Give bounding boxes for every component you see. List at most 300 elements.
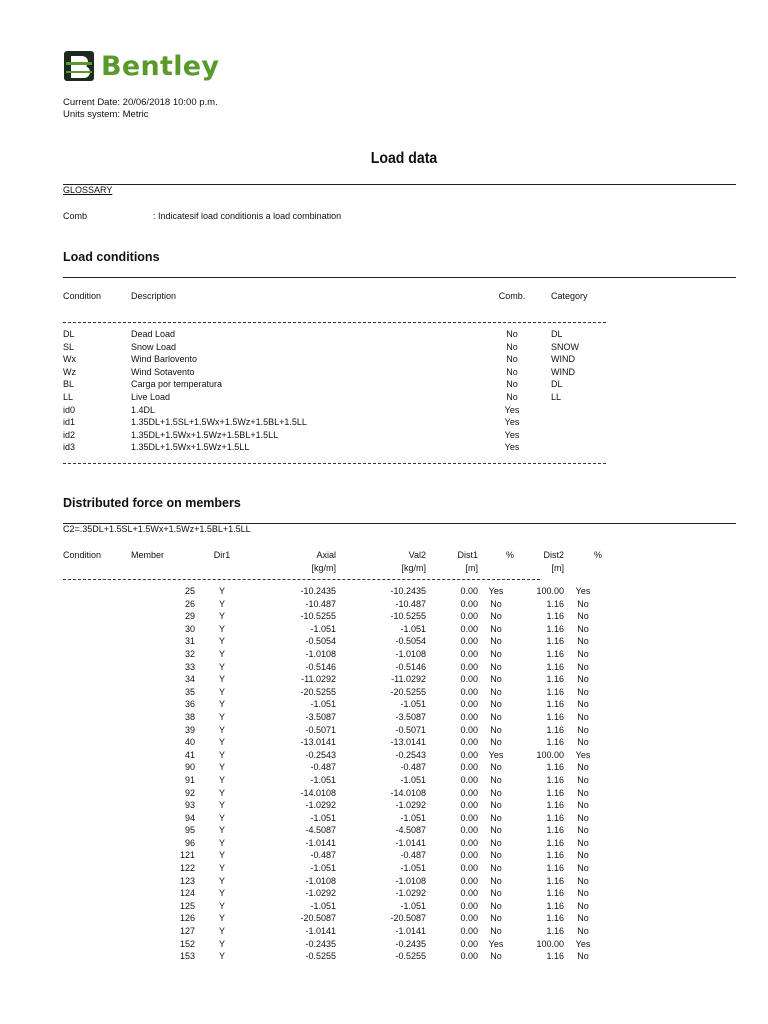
unit-val2: [kg/m]: [401, 562, 426, 573]
col-percent2: %: [593, 550, 602, 560]
table-cell: No: [577, 699, 589, 710]
table-row: [63, 661, 602, 674]
table-cell: SL: [63, 341, 75, 352]
table-row: [63, 416, 611, 429]
table-row: [63, 900, 602, 913]
table-cell: Yes: [488, 586, 504, 596]
table-cell: Y: [218, 674, 225, 685]
table-cell: No: [577, 888, 589, 899]
table-cell: 0.00: [460, 749, 478, 760]
table-cell: 125: [179, 900, 195, 911]
table-cell: Wind Sotavento: [131, 366, 195, 377]
table-cell: Y: [218, 661, 225, 672]
table-cell: -0.2435: [395, 938, 426, 949]
table-cell: No: [506, 341, 518, 352]
table-cell: [63, 749, 131, 762]
table-cell: No: [490, 913, 502, 924]
table-cell: Wz: [63, 366, 76, 377]
table-cell: 1.16: [546, 611, 564, 622]
table-cell: 29: [184, 611, 195, 622]
table-row: [63, 673, 602, 686]
table-cell: Y: [218, 900, 225, 911]
table-cell: 26: [184, 598, 195, 609]
table-cell: 0.00: [460, 900, 478, 911]
table-cell: 0.00: [460, 888, 478, 899]
table-cell: 1.16: [546, 636, 564, 647]
table-cell: [63, 912, 131, 925]
table-cell: [537, 416, 611, 429]
table-cell: No: [490, 951, 502, 962]
table-cell: -1.051: [400, 623, 426, 634]
table-row: [63, 711, 602, 724]
table-cell: 1.16: [546, 837, 564, 848]
table-rule: [63, 579, 540, 580]
table-cell: [63, 610, 131, 623]
table-cell: -0.5146: [395, 661, 426, 672]
table-cell: No: [506, 379, 518, 390]
table-cell: -13.0141: [300, 737, 336, 748]
table-cell: 100.00: [536, 749, 564, 760]
table-cell: Y: [218, 825, 225, 836]
table-cell: -1.051: [400, 863, 426, 874]
table-row: [63, 950, 602, 963]
table-cell: No: [506, 329, 518, 339]
table-row: [63, 623, 602, 636]
table-cell: No: [490, 737, 502, 748]
table-cell: No: [490, 711, 502, 722]
table-cell: No: [577, 711, 589, 722]
table-cell: [63, 875, 131, 888]
table-row: [63, 724, 602, 737]
table-cell: Y: [218, 913, 225, 924]
table-cell: No: [490, 800, 502, 811]
table-row: [63, 736, 602, 749]
table-cell: No: [577, 787, 589, 798]
table-cell: -1.051: [400, 900, 426, 911]
table-row: [63, 799, 602, 812]
table-cell: -4.5087: [305, 825, 336, 836]
table-cell: BL: [63, 379, 75, 390]
col-description: Description: [131, 291, 177, 301]
table-cell: No: [490, 837, 502, 848]
col-condition: Condition: [63, 291, 102, 301]
table-cell: -11.0292: [301, 674, 336, 685]
table-cell: 100.00: [536, 938, 564, 949]
table-cell: -0.2435: [305, 938, 336, 949]
table-cell: 0.00: [460, 636, 478, 647]
table-cell: No: [577, 724, 589, 735]
table-cell: -0.2543: [395, 749, 426, 760]
table-cell: 0.00: [460, 800, 478, 811]
table-row: [63, 749, 602, 762]
distributed-header: [63, 549, 602, 574]
table-cell: No: [577, 900, 589, 911]
table-cell: [63, 887, 131, 900]
table-row: [63, 429, 611, 442]
table-row: [63, 812, 602, 825]
table-cell: -0.487: [400, 850, 426, 861]
table-cell: 30: [184, 623, 195, 634]
table-cell: -1.051: [310, 863, 336, 874]
table-cell: WIND: [551, 354, 575, 365]
table-cell: 0.00: [460, 686, 478, 697]
table-cell: Yes: [575, 749, 591, 760]
table-row: [63, 787, 602, 800]
table-cell: 1.16: [546, 674, 564, 685]
table-cell: -13.0141: [390, 737, 426, 748]
table-cell: [63, 736, 131, 749]
glossary-definition: : Indicatesif load conditionis a load combination: [153, 211, 342, 221]
table-cell: WIND: [551, 366, 575, 377]
table-cell: Wind Barlovento: [131, 354, 198, 365]
table-cell: No: [577, 686, 589, 697]
table-row: [63, 824, 602, 837]
table-row: [63, 698, 602, 711]
table-cell: No: [577, 648, 589, 659]
table-cell: 122: [179, 863, 195, 874]
table-cell: 90: [184, 762, 195, 773]
table-cell: 0.00: [460, 674, 478, 685]
table-cell: No: [577, 926, 589, 937]
table-cell: No: [577, 812, 589, 823]
table-cell: No: [490, 699, 502, 710]
table-cell: [63, 635, 131, 648]
table-cell: -0.5054: [305, 636, 336, 647]
table-cell: [63, 623, 131, 636]
table-cell: [63, 598, 131, 611]
table-cell: No: [577, 598, 589, 609]
table-cell: Y: [218, 586, 225, 596]
table-cell: [63, 787, 131, 800]
unit-member: [131, 562, 195, 575]
table-cell: 1.16: [546, 623, 564, 634]
load-conditions-header: [63, 290, 611, 303]
table-cell: No: [490, 774, 502, 785]
distributed-table: [63, 585, 602, 963]
table-row: [63, 341, 611, 354]
col-dist1: Dist1: [457, 550, 478, 560]
table-cell: -1.051: [400, 699, 426, 710]
table-cell: 0.00: [460, 825, 478, 836]
table-cell: [537, 404, 611, 417]
table-cell: -10.487: [395, 598, 426, 609]
col-category: Category: [551, 291, 588, 301]
table-cell: 1.16: [546, 825, 564, 836]
table-cell: -0.5054: [395, 636, 426, 647]
table-cell: No: [577, 863, 589, 874]
table-cell: [63, 648, 131, 661]
table-cell: 1.16: [546, 711, 564, 722]
unit-dir1: [195, 562, 249, 575]
table-cell: Carga por temperatura: [131, 379, 223, 390]
table-row: [63, 648, 602, 661]
table-cell: No: [490, 623, 502, 634]
table-cell: [63, 938, 131, 951]
table-cell: 1.16: [546, 648, 564, 659]
table-cell: id1: [63, 417, 76, 428]
table-cell: -1.0141: [395, 926, 426, 937]
table-row: [63, 404, 611, 417]
table-cell: 1.16: [546, 900, 564, 911]
table-cell: 1.16: [546, 951, 564, 962]
table-cell: Y: [218, 711, 225, 722]
table-cell: Y: [218, 598, 225, 609]
table-cell: 0.00: [460, 598, 478, 609]
table-cell: Yes: [575, 938, 591, 949]
table-cell: id2: [63, 429, 76, 440]
table-row: [63, 774, 602, 787]
table-cell: Yes: [488, 938, 504, 949]
distributed-title: Distributed force on members: [63, 496, 241, 510]
table-cell: Y: [218, 850, 225, 861]
table-row: [63, 635, 602, 648]
table-cell: -0.5255: [305, 951, 336, 962]
table-cell: 35: [184, 686, 195, 697]
table-cell: Yes: [504, 442, 520, 453]
table-cell: 0.00: [460, 711, 478, 722]
table-cell: -1.0108: [395, 875, 426, 886]
table-cell: No: [490, 850, 502, 861]
table-cell: 40: [184, 737, 195, 748]
table-cell: -1.051: [310, 699, 336, 710]
table-cell: 1.16: [546, 762, 564, 773]
table-cell: 0.00: [460, 863, 478, 874]
table-cell: 93: [184, 800, 195, 811]
table-cell: 1.35DL+1.5SL+1.5Wx+1.5Wz+1.5BL+1.5LL: [131, 417, 307, 428]
table-cell: No: [490, 875, 502, 886]
table-cell: [537, 429, 611, 442]
table-cell: No: [577, 762, 589, 773]
title-divider: [63, 184, 736, 185]
table-cell: No: [490, 926, 502, 937]
table-cell: No: [490, 611, 502, 622]
table-row: [63, 837, 602, 850]
table-cell: 1.16: [546, 737, 564, 748]
table-row: [63, 862, 602, 875]
table-cell: Live Load: [131, 391, 171, 402]
load-conditions-title: Load conditions: [63, 250, 160, 264]
table-cell: [63, 900, 131, 913]
table-cell: Y: [218, 888, 225, 899]
table-cell: 96: [184, 837, 195, 848]
table-cell: -1.0141: [395, 837, 426, 848]
table-cell: No: [577, 825, 589, 836]
table-cell: No: [490, 888, 502, 899]
table-cell: No: [506, 366, 518, 377]
table-cell: [63, 661, 131, 674]
col-val2: Val2: [408, 550, 426, 560]
table-row: [63, 875, 602, 888]
table-cell: No: [490, 636, 502, 647]
table-cell: No: [490, 648, 502, 659]
table-cell: 1.16: [546, 661, 564, 672]
table-cell: 0.00: [460, 951, 478, 962]
table-cell: 1.16: [546, 686, 564, 697]
table-cell: -10.2435: [300, 586, 336, 596]
table-cell: Y: [218, 699, 225, 710]
table-cell: 39: [184, 724, 195, 735]
table-cell: 34: [184, 674, 195, 685]
table-row: [63, 328, 611, 341]
table-cell: No: [506, 391, 518, 402]
col-dist2: Dist2: [543, 550, 564, 560]
table-cell: Yes: [575, 586, 591, 596]
table-cell: -20.5255: [300, 686, 336, 697]
table-cell: 0.00: [460, 850, 478, 861]
glossary-term: Comb: [63, 211, 88, 221]
table-cell: 1.16: [546, 863, 564, 874]
table-row: [63, 585, 602, 598]
table-row: [63, 686, 602, 699]
table-row: [63, 598, 602, 611]
table-cell: Y: [218, 762, 225, 773]
table-cell: -20.5087: [390, 913, 426, 924]
table-cell: No: [490, 598, 502, 609]
table-cell: -1.051: [310, 900, 336, 911]
table-cell: Yes: [488, 749, 504, 760]
table-cell: 126: [179, 913, 195, 924]
table-cell: 0.00: [460, 623, 478, 634]
table-cell: [63, 774, 131, 787]
table-cell: [63, 686, 131, 699]
table-cell: [63, 761, 131, 774]
table-cell: 1.16: [546, 800, 564, 811]
table-cell: 0.00: [460, 875, 478, 886]
table-cell: 1.16: [546, 926, 564, 937]
table-row: [63, 378, 611, 391]
table-cell: No: [490, 787, 502, 798]
table-cell: SNOW: [551, 341, 579, 352]
table-cell: [63, 799, 131, 812]
bentley-logo: [62, 46, 219, 86]
col-condition: Condition: [63, 550, 102, 560]
table-cell: No: [490, 661, 502, 672]
table-cell: 124: [179, 888, 195, 899]
table-cell: -1.0108: [305, 648, 336, 659]
table-cell: 152: [179, 938, 195, 949]
table-cell: No: [577, 800, 589, 811]
unit-dist2: [m]: [551, 562, 564, 573]
table-cell: 0.00: [460, 586, 478, 596]
table-cell: DL: [63, 329, 75, 339]
unit-axial: [kg/m]: [311, 562, 336, 573]
table-cell: DL: [551, 329, 563, 339]
current-date: Current Date: 20/06/2018 10:00 p.m.: [63, 97, 218, 108]
table-row: [63, 441, 611, 454]
table-cell: No: [490, 674, 502, 685]
table-cell: 1.16: [546, 724, 564, 735]
table-cell: -10.5255: [300, 611, 336, 622]
table-cell: Snow Load: [131, 341, 177, 352]
table-cell: 91: [184, 774, 195, 785]
table-cell: 1.16: [546, 812, 564, 823]
table-cell: 31: [184, 636, 195, 647]
table-row: [63, 912, 602, 925]
table-cell: -0.487: [310, 850, 336, 861]
table-cell: 1.16: [546, 699, 564, 710]
table-cell: -1.051: [400, 774, 426, 785]
combination-formula: C2=.35DL+1.5SL+1.5Wx+1.5Wz+1.5BL+1.5LL: [63, 524, 251, 534]
table-cell: No: [490, 762, 502, 773]
table-cell: No: [577, 951, 589, 962]
table-cell: 94: [184, 812, 195, 823]
table-cell: -20.5087: [300, 913, 336, 924]
table-cell: -10.487: [305, 598, 336, 609]
table-cell: -1.051: [310, 774, 336, 785]
col-member: Member: [131, 550, 165, 560]
load-conditions-divider: [63, 277, 736, 278]
table-cell: [63, 862, 131, 875]
table-cell: -3.5087: [305, 711, 336, 722]
table-cell: Y: [218, 686, 225, 697]
table-cell: -14.0108: [390, 787, 426, 798]
table-cell: LL: [63, 391, 74, 402]
table-cell: -0.5071: [305, 724, 336, 735]
unit-percent1: [478, 562, 514, 575]
table-cell: id3: [63, 442, 76, 453]
table-cell: No: [490, 724, 502, 735]
table-cell: 123: [179, 875, 195, 886]
table-cell: -0.5255: [395, 951, 426, 962]
table-cell: 127: [179, 926, 195, 937]
table-cell: 0.00: [460, 762, 478, 773]
table-cell: -1.051: [400, 812, 426, 823]
table-cell: Yes: [504, 429, 520, 440]
table-cell: -0.5146: [305, 661, 336, 672]
table-cell: 100.00: [536, 586, 564, 596]
table-cell: [63, 711, 131, 724]
table-cell: No: [577, 611, 589, 622]
table-cell: Y: [218, 875, 225, 886]
table-cell: 1.16: [546, 787, 564, 798]
table-cell: No: [490, 863, 502, 874]
table-cell: Dead Load: [131, 329, 176, 339]
table-cell: 1.16: [546, 850, 564, 861]
table-cell: [63, 925, 131, 938]
unit-dist1: [m]: [465, 562, 478, 573]
table-cell: Y: [218, 951, 225, 962]
table-cell: 0.00: [460, 661, 478, 672]
table-cell: LL: [551, 391, 562, 402]
table-cell: [537, 441, 611, 454]
table-cell: 38: [184, 711, 195, 722]
table-cell: 0.00: [460, 938, 478, 949]
table-row: [63, 353, 611, 366]
table-cell: No: [577, 875, 589, 886]
table-cell: 1.35DL+1.5Wx+1.5Wz+1.5LL: [131, 442, 250, 453]
table-cell: 0.00: [460, 699, 478, 710]
bentley-b-icon: [62, 49, 96, 83]
table-cell: -10.5255: [390, 611, 426, 622]
table-cell: Y: [218, 749, 225, 760]
table-cell: 0.00: [460, 787, 478, 798]
table-cell: -20.5255: [390, 686, 426, 697]
table-cell: Y: [218, 800, 225, 811]
table-cell: -3.5087: [395, 711, 426, 722]
table-cell: No: [506, 354, 518, 365]
glossary-heading: GLOSSARY: [63, 185, 113, 195]
col-axial: Axial: [316, 550, 336, 560]
table-cell: No: [577, 623, 589, 634]
table-cell: -1.051: [310, 623, 336, 634]
table-row: [63, 938, 602, 951]
table-cell: -0.487: [400, 762, 426, 773]
col-dir1: Dir1: [213, 550, 231, 560]
table-cell: Y: [218, 774, 225, 785]
unit-condition: [63, 562, 131, 575]
table-cell: No: [577, 636, 589, 647]
table-cell: id0: [63, 404, 76, 415]
